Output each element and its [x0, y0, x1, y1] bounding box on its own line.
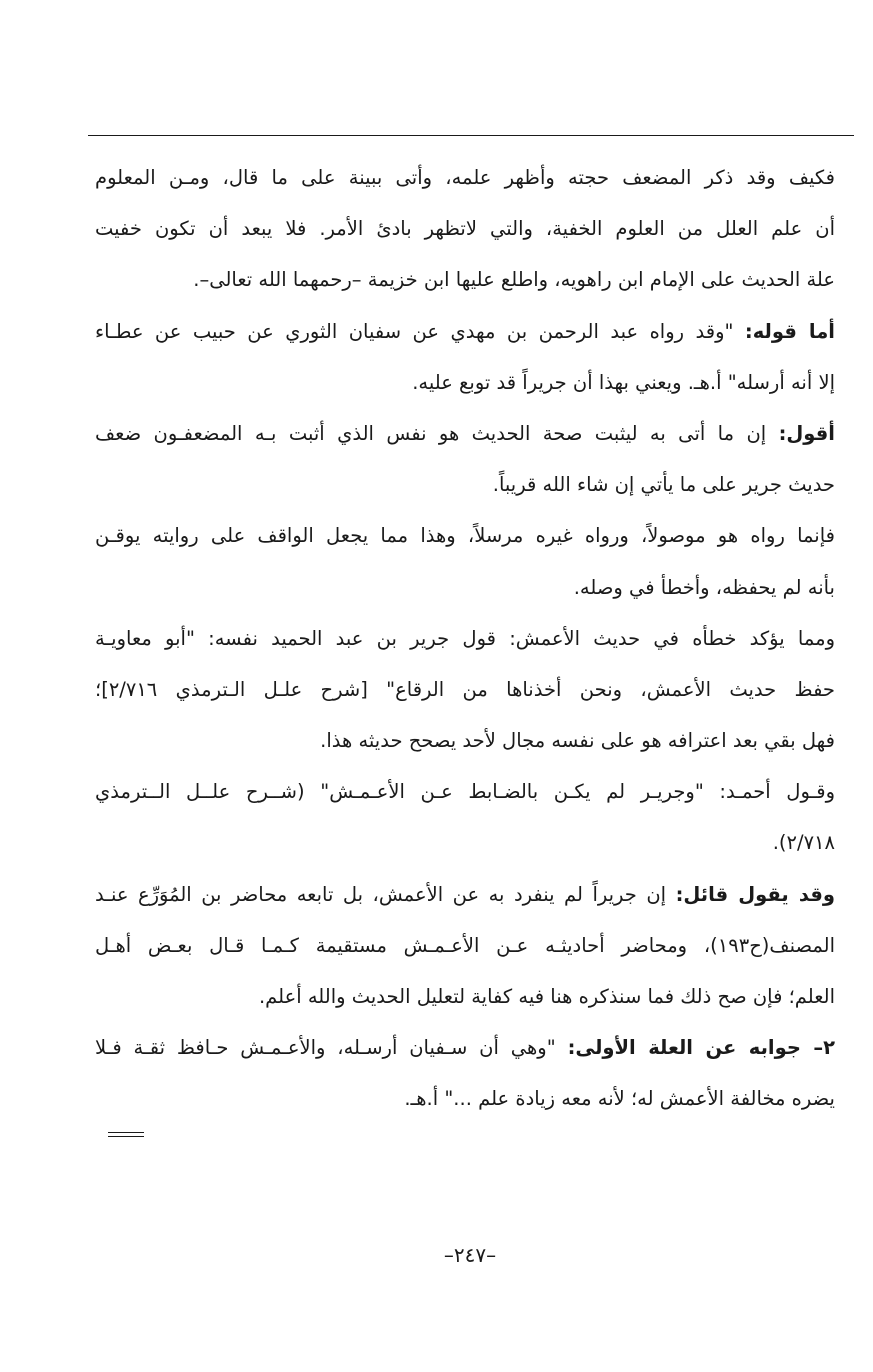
- header-rule: [88, 135, 854, 136]
- text-line: [95, 817, 835, 868]
- line-lead-keyword: ٢– جوابه عن العلة الأولى:: [567, 1036, 835, 1060]
- line-text: ومما يؤكد خطأه في حديث الأعمش: قول جرير بن عبد الحميد نفسه: "أبو معاويـة: [95, 626, 835, 650]
- body-text: [95, 152, 835, 1125]
- line-lead-keyword: وقد يقول قائل:: [675, 882, 835, 906]
- line-lead-keyword: أقول:: [778, 421, 835, 445]
- text-line: [95, 459, 835, 510]
- line-text: إن جريراً لم ينفرد به عن الأعمش، بل تابعه محاضر بن المُوَرِّع عنـد: [95, 882, 676, 906]
- line-text: وقـول أحمـد: "وجريـر لم يكـن بالضـابط عـن الأعـمـش" (شــرح علــل الــترمذي: [95, 780, 835, 804]
- text-line: [95, 357, 835, 408]
- line-text: إن ما أتى به ليثبت صحة الحديث هو نفس الذي أثبت بـه المضعفـون ضعف: [95, 421, 779, 445]
- line-text: يضره مخالفة الأعمش له؛ لأنه معه زيادة علم ..." أ.هـ.: [404, 1087, 835, 1111]
- line-text: فهل بقي بعد اعترافه هو على نفسه مجال لأحد يصحح حديثه هذا.: [320, 729, 835, 753]
- text-line: [95, 1022, 835, 1073]
- line-text: بأنه لم يحفظه، وأخطأ في وصله.: [573, 575, 835, 599]
- text-line: [95, 408, 835, 459]
- text-line: [95, 613, 835, 664]
- section-end-mark: [108, 1132, 144, 1141]
- line-lead-keyword: أما قوله:: [744, 319, 835, 343]
- line-text: "وقد رواه عبد الرحمن بن مهدي عن سفيان الثوري عن حبيب عن عطـاء: [95, 319, 745, 343]
- text-line: [95, 664, 835, 715]
- text-line: [95, 715, 835, 766]
- text-line: [95, 254, 835, 305]
- line-text: فكيف وقد ذكر المضعف حجته وأظهر علمه، وأتى ببينة على ما قال، ومـن المعلوم: [95, 166, 835, 189]
- line-text: علة الحديث على الإمام ابن راهويه، واطلع عليها ابن خزيمة –رحمهما الله تعالى–.: [193, 268, 835, 292]
- text-line: [95, 510, 835, 561]
- line-text: إلا أنه أرسله" أ.هـ. ويعني بهذا أن جريراً قد توبع عليه.: [412, 370, 835, 394]
- text-line: [95, 869, 835, 920]
- text-line: [95, 1073, 835, 1124]
- text-line: [95, 971, 835, 1022]
- line-text: حديث جرير على ما يأتي إن شاء الله قريباً.: [492, 473, 835, 497]
- line-text: المصنف(ح١٩٣)، ومحاضر أحاديثـه عـن الأعـمـش مستقيمة كـمـا قـال بعـض أهـل: [95, 933, 835, 957]
- text-line: [95, 766, 835, 817]
- text-line: [95, 152, 835, 203]
- line-text: حفظ حديث الأعمش، ونحن أخذناها من الرقاع" [شرح علـل الـترمذي ٢/٧١٦]؛: [95, 677, 835, 701]
- text-line: [95, 203, 835, 254]
- page-number: –٢٤٧–: [443, 1243, 497, 1267]
- line-text: ٢/٧١٨).: [772, 831, 835, 855]
- line-text: فإنما رواه هو موصولاً، ورواه غيره مرسلاً، وهذا مما يجعل الواقف على روايته يوقـن: [95, 524, 835, 548]
- line-text: أن علم العلل من العلوم الخفية، والتي لاتظهر بادئ الأمر. فلا يبعد أن تكون خفيت: [95, 217, 835, 241]
- text-line: [95, 920, 835, 971]
- text-line: [95, 306, 835, 357]
- text-line: [95, 562, 835, 613]
- line-text: "وهي أن سـفيان أرسـله، والأعـمـش حـافظ ثقـة فـلا: [95, 1036, 568, 1060]
- line-text: العلم؛ فإن صح ذلك فما سنذكره هنا فيه كفاية لتعليل الحديث والله أعلم.: [258, 985, 835, 1008]
